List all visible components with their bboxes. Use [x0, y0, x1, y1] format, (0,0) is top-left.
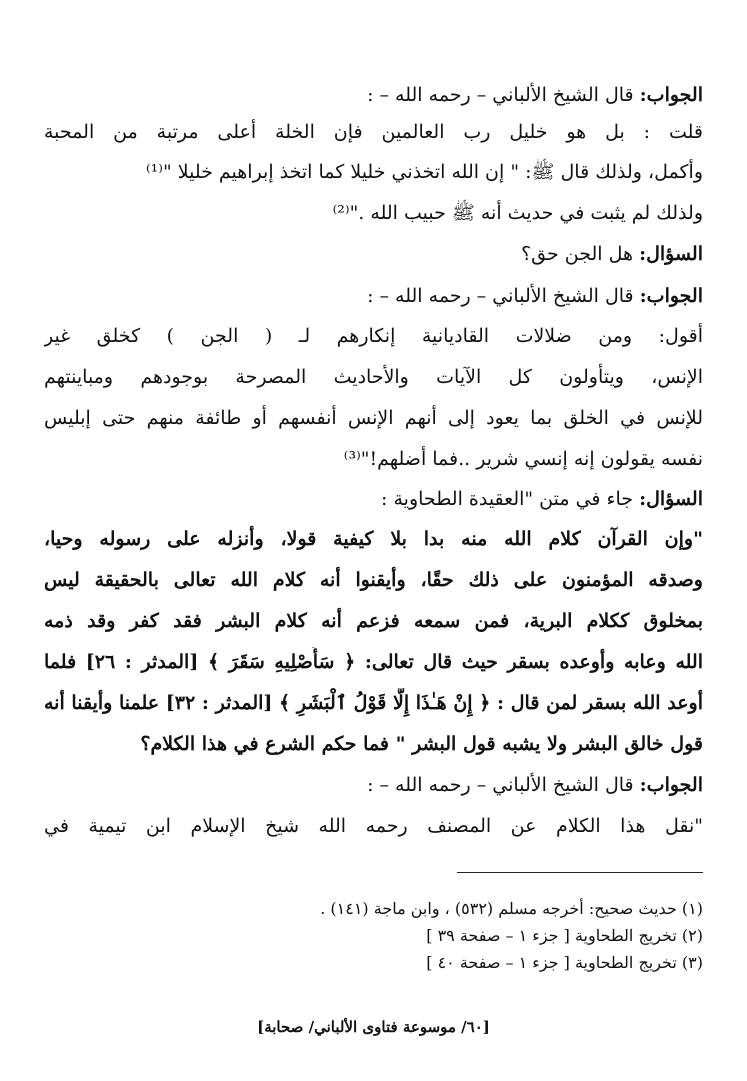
body-line: نفسه يقولون إنه إنسي شرير ..فما أضلهم!"⁽³⁾: [343, 448, 703, 470]
answer-heading-text: قال الشيخ الألباني – رحمه الله – :: [367, 774, 640, 796]
body-line: "نقل هذا الكلام عن المصنف رحمه الله شيخ الإسلام ابن تيمية في: [44, 815, 703, 837]
answer-heading-text: قال الشيخ الألباني – رحمه الله – :: [367, 285, 640, 307]
document-page: [44, 0, 703, 1081]
footnote-3: (٣) تخريج الطحاوية [ جزء ١ – صفحة ٤٠ ]: [426, 953, 703, 972]
footnote-2: (٢) تخريج الطحاوية [ جزء ١ – صفحة ٣٩ ]: [426, 926, 703, 945]
footnote-1: (١) حديث صحيح: أخرجه مسلم (٥٣٢) ، وابن ماجة (١٤١) .: [320, 899, 703, 918]
body-line: ولذلك لم يثبت في حديث أنه ﷺ حبيب الله ."⁽²⁾: [332, 202, 703, 224]
body-line: قلت : بل هو خليل رب العالمين فإن الخلة أعلى مرتبة من المحبة: [44, 121, 703, 143]
answer-heading-text: قال الشيخ الألباني – رحمه الله – :: [367, 84, 640, 106]
body-line-text: وأكمل، ولذلك قال ﷺ: " إن الله اتخذني خليلا كما اتخذ إبراهيم خليلا "⁽¹⁾: [146, 161, 703, 183]
answer-heading: [44, 80, 703, 110]
quoted-text-line: أوعد الله بسقر لمن قال : ﴿ إِنْ هَـٰذَا إِلَّا قَوْلُ ٱلْبَشَرِ ﴾ [المدثر : ٣٢] علمنا وأيقنا أنه: [44, 692, 703, 714]
quoted-text-line: قول خالق البشر ولا يشبه قول البشر " فما حكم الشرع في هذا الكلام؟: [140, 733, 703, 755]
answer-heading: [44, 281, 703, 311]
answer-label: الجواب:: [639, 285, 703, 307]
footnote-divider: [457, 872, 703, 873]
body-line: الإنس، ويتأولون كل الآيات والأحاديث المصرحة بوجودهم ومباينتهم: [44, 366, 703, 388]
question-text: هل الجن حق؟: [521, 243, 640, 265]
question-text: جاء في متن "العقيدة الطحاوية :: [381, 488, 640, 510]
question-heading: [44, 484, 703, 514]
quoted-text-line: "وإن القرآن كلام الله منه بدا بلا كيفية قولا، وأنزله على رسوله وحيا،: [44, 528, 703, 550]
question-label: السؤال:: [639, 488, 703, 510]
quoted-text-line: بمخلوق ككلام البرية، فمن سمعه فزعم أنه كلام البشر فقد كفر وقد ذمه: [44, 610, 703, 632]
answer-label: الجواب:: [639, 774, 703, 796]
body-line: [44, 157, 703, 187]
answer-label: الجواب:: [639, 84, 703, 106]
body-line: أقول: ومن ضلالات القاديانية إنكارهم لـ ( الجن ) كخلق غير: [44, 325, 703, 347]
body-line: للإنس في الخلق بما يعود إلى أنهم الإنس أنفسهم أو طائفة منهم حتى إبليس: [44, 407, 703, 429]
page-footer: [٦٠/ موسوعة فتاوى الألباني/ صحابة]: [257, 1018, 490, 1036]
question-label: السؤال:: [639, 243, 703, 265]
answer-heading: [44, 770, 703, 800]
question-heading: [44, 239, 703, 269]
quoted-text-line: الله وعابه وأوعده بسقر حيث قال تعالى: ﴿ سَأُصْلِيهِ سَقَرَ ﴾ [المدثر : ٢٦] فلما: [44, 651, 703, 673]
quoted-text-line: وصدقه المؤمنون على ذلك حقًا، وأيقنوا أنه كلام الله تعالى بالحقيقة ليس: [44, 569, 703, 591]
